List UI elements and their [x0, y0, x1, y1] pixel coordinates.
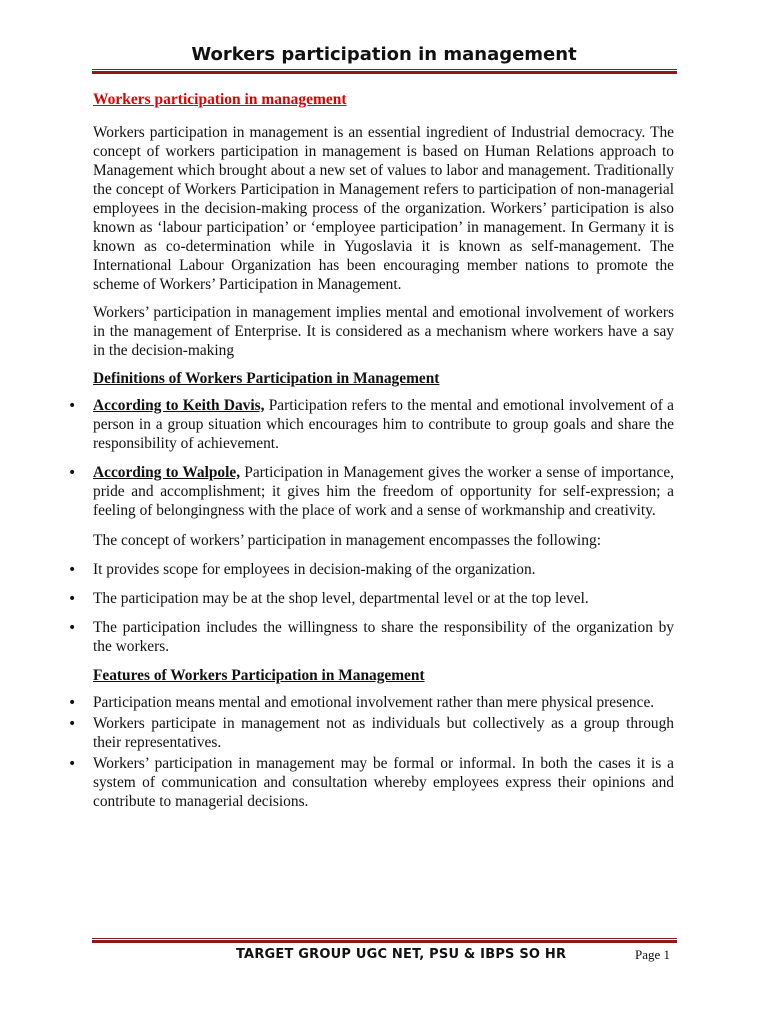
- document-body: [93, 90, 674, 819]
- definition-author: According to Keith Davis,: [93, 397, 265, 414]
- footer-rule: [92, 938, 677, 943]
- list-item: • The participation may be at the shop level, departmental level or at the top level.: [93, 589, 674, 608]
- concept-list: [93, 560, 674, 656]
- list-item: [93, 396, 674, 453]
- features-heading: Features of Workers Participation in Management: [93, 667, 425, 684]
- section-heading: Workers participation in management: [93, 91, 347, 108]
- list-item: • Participation means mental and emotional involvement rather than mere physical presence.: [93, 693, 674, 712]
- second-paragraph: Workers’ participation in management implies mental and emotional involvement of workers in the management of Enterprise. It is considered as a mechanism where workers have a say in the decision-making: [93, 304, 674, 359]
- list-item: • Workers’ participation in management may be formal or informal. In both the cases it is a system of communication and consultation whereby employees express their opinions and contribute to managerial decisions.: [93, 754, 674, 811]
- definition-text: Participation in Management gives the worker a sense of importance, pride and accomplishment; it gives him the freedom of opportunity for self-expression; a feeling of belongingness with the place of work and a sense of workmanship and creativity.: [93, 464, 675, 519]
- list-item: • Workers participate in management not as individuals but collectively as a group through their representatives.: [93, 714, 674, 752]
- definition-author: According to Walpole,: [93, 464, 241, 481]
- definitions-list: [93, 396, 674, 520]
- footer-text: TARGET GROUP UGC NET, PSU & IBPS SO HR: [236, 947, 567, 962]
- page-number: Page 1: [635, 947, 671, 962]
- list-item: [93, 463, 674, 520]
- features-list: [93, 693, 674, 811]
- definition-text: Participation refers to the mental and emotional involvement of a person in a group situation which encourages him to contribute to group goals and share the responsibility of achievement.: [93, 397, 674, 452]
- page-header-title: Workers participation in management: [191, 44, 577, 65]
- concept-intro: The concept of workers’ participation in management encompasses the following:: [93, 532, 602, 549]
- header-rule: [92, 69, 677, 74]
- list-item: • It provides scope for employees in decision-making of the organization.: [93, 560, 674, 579]
- intro-paragraph: Workers participation in management is an essential ingredient of Industrial democracy. The concept of workers participation in management is based on Human Relations approach to Management which brought about a new set of values to labor and management. Traditionally the concept of Workers Participation in Management refers to participation of non-managerial employees in the decision-making process of the organization. Workers’ participation is also known as ‘labour participation’ or ‘employee participation’ in management. In Germany it is known as co-determination while in Yugoslavia it is known as self-management. The International Labour Organization has been encouraging member nations to promote the scheme of Workers’ Participation in Management.: [93, 124, 674, 293]
- definitions-heading: Definitions of Workers Participation in Management: [93, 370, 440, 387]
- list-item: • The participation includes the willingness to share the responsibility of the organization by the workers.: [93, 618, 674, 656]
